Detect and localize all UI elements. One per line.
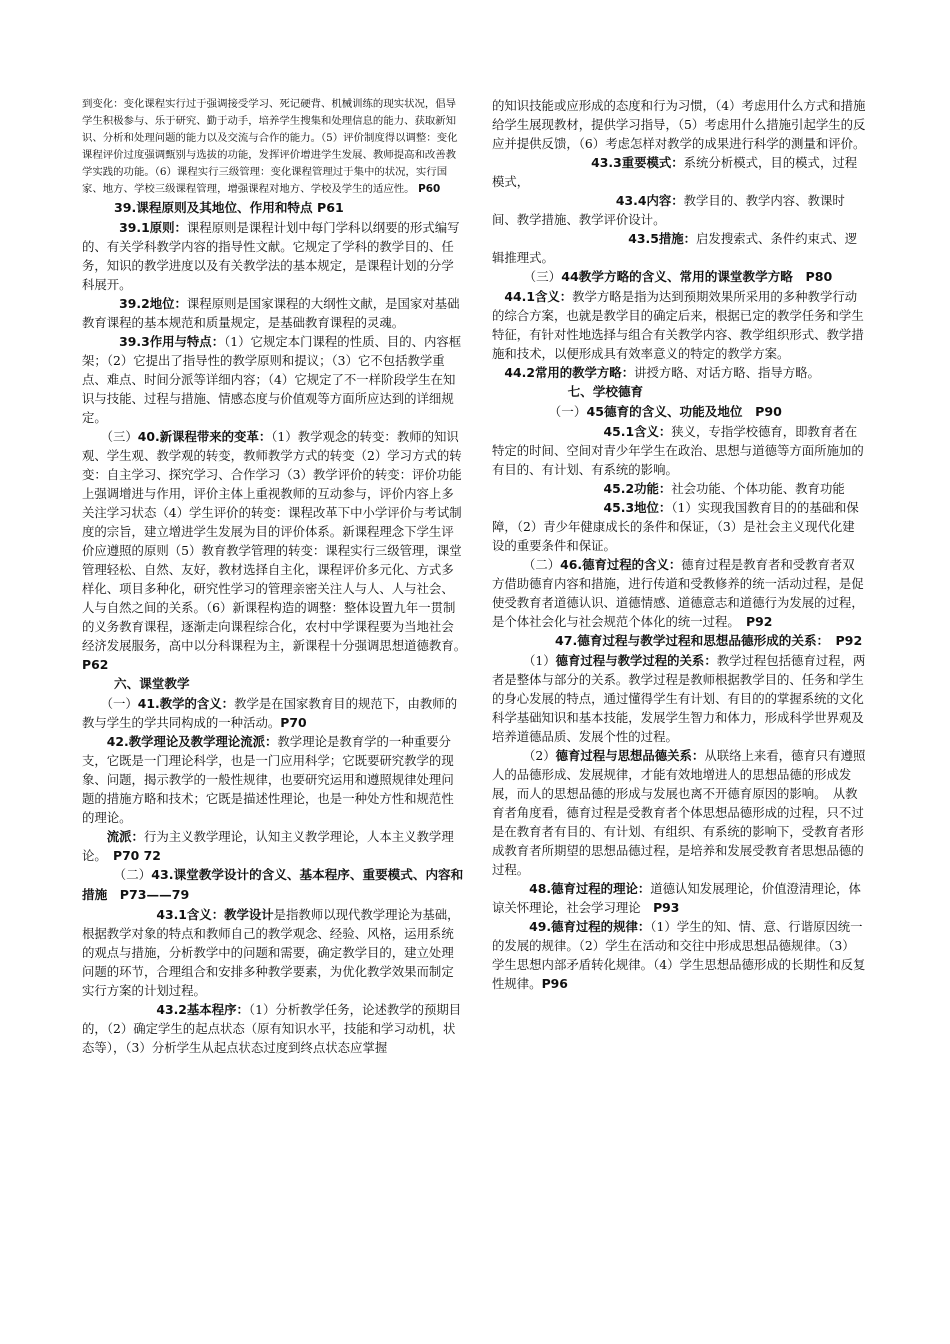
- text-run: 系统分析模式，目的模式，过程模式，: [492, 155, 858, 189]
- bold-text: 49.德育过程的规律：: [492, 919, 651, 934]
- text-run: 课程原则是课程计划中每门学科以纲要的形式编写的、有关学科教学内容的指导性文献。它规定了学科的教学目的、任务，知识的教学进度以及有关教学法的基本规定，是课程计划的分学科展开。: [82, 220, 460, 292]
- text-run: （1）分析教学任务，论述教学的预期目的，（2）确定学生的起点状态（原有知识水平，技能和学习动机，状态等），（3）分析学生从起点状态过度到终点状态应掌握: [82, 1002, 462, 1055]
- text-run: （1）教学观念的转变：教师的知识观、学生观、教学观的转变，教师教学方式的转变（2）学习方式的转变：自主学习、探究学习、合作学习（3）教学评价的转变：评价功能上强调增进与作用，评价主体上重视教师的互动参与，评价内容上多关注学习状态（4）学生评价的转变：课程改革下中小学评价与考试制度的宗旨，建立增进学生发展为目的评价体系。新课程理念下学生评价应遵照的原则（5）教育教学管理的转变：课程实行三级管理，课堂管理轻松、自然、友好，教材选择自主化，课程评价多元化、方式多样化、项目多种化，研究性学习的管理亲密关注人与人、人与社会、人与自然之间的关系。（6）新课程构造的调整：整体设置九年一贯制的义务教育课程，逐渐走向课程综合化，农村中学课程要为当地社会经济发展服务，高中以分科课程为主，新课程十分强调思想道德教育。: [82, 429, 462, 653]
- text-run: （6）课程实行三级管理：: [154, 166, 271, 178]
- paragraph: [492, 382, 866, 402]
- bold-text: 44.2常用的教学方略：: [492, 365, 635, 380]
- bold-text: 41.教学的含义：: [137, 696, 235, 711]
- bold-text: 45.3地位：: [492, 500, 672, 515]
- bold-text: P60: [414, 183, 441, 195]
- bold-text: 流派：: [82, 829, 144, 844]
- text-run: 变化课程管理过于集中的状况，实行国家、地方、学校三级课程管理，增强课程对地方、学校及学生的适应性。: [82, 166, 448, 195]
- text-run: （二）: [82, 867, 152, 882]
- text-run: 教学是在国家教育目的规范下，由教师的教与学生的学共同构成的一种活动。: [82, 696, 458, 730]
- text-run: 道德认知发展理论，价值澄清理论，体谅关怀理论，社会学习理论: [492, 881, 861, 915]
- text-run: （一）: [82, 696, 138, 711]
- bold-text: 39.1原则：: [82, 220, 187, 235]
- bold-text: 43.1含义：教学设计: [82, 907, 274, 922]
- paragraph: [492, 363, 866, 382]
- text-run: 行为主义教学理论，认知主义教学理论，人本主义教学理论。: [82, 829, 454, 863]
- bold-text: 45德育的含义、功能及地位 P90: [586, 404, 782, 419]
- paragraph: [82, 218, 466, 294]
- text-run: （一）: [492, 404, 587, 419]
- paragraph: [82, 294, 466, 332]
- bold-text: 43.课堂教学设计的含义、基本程序、重要模式、内容和措施 P73——79: [82, 867, 464, 902]
- bold-text: 45.2功能：: [492, 481, 672, 496]
- text-run: 是指教师以现代教学理论为基础，根据教学对象的特点和教师自己的教学观念、经验、风格，运用系统的观点与措施，分析教学中的问题和需要，确定教学目的，建立处理问题的环节，合理组合和安排多种教学要素，为优化教学效果而制定实行方案的计划过程。: [82, 907, 460, 998]
- text-run: 狭义，专指学校德育，即教育者在特定的时间、空间对青少年学生在政治、思想与道德等方面所施加的有目的、有计划、有系统的影响。: [492, 424, 864, 477]
- bold-text: P70: [280, 715, 307, 730]
- text-run: （1）实现我国教育目的的基础和保障，（2）青少年健康成长的条件和保证，（3）是社会主义现代化建设的重要条件和保证。: [492, 500, 859, 553]
- text-run: 从联络上来看，德育只有遵照人的品德形成、发展规律，才能有效地增进人的思想品德的形成发展，而人的思想品德的形成与发展也离不开德育原因的影响。 从教育者角度看，德育过程是受教育者个体思想品德形成的过程，只不过是在教育者有目的、有计划、有组织、有系统的影响下，受教育者形成教育者所期望的思想品德过程，是培养和发展受教育者思想品德的过程。: [492, 748, 866, 877]
- paragraph: [82, 674, 466, 694]
- paragraph: [492, 422, 866, 479]
- paragraph: [492, 555, 866, 631]
- text-run: 德育过程是教育者和受教育者双方借助德育内容和措施，进行传道和受教修养的统一活动过程，是促使受教育者道德认识、道德情感、道德意志和道德行为发展的过程，是个体社会化与社会规范个体化的统一过程。: [492, 557, 864, 629]
- bold-text: 47.德育过程与教学过程和思想品德形成的关系： P92: [492, 633, 863, 648]
- bold-text: 48.德育过程的理论：: [492, 881, 651, 896]
- bold-text: 39.2地位：: [82, 296, 187, 311]
- text-run: 教学方略是指为达到预期效果所采用的多种教学行动的综合方案，也就是教学目的确定后来，根据已定的教学任务和学生特征，有针对性地选择与组合有关教学内容、教学组织形式、教学措施和技术，以便形成具有效率意义的特定的教学方案。: [492, 289, 864, 361]
- bold-text: 44教学方略的含义、常用的课堂教学方略 P80: [561, 269, 833, 284]
- text-run: 变化课程评价过度强调甄别与选拔的功能，发挥评价增进学生发展、教师提高和改善教学实践的功能。: [82, 132, 458, 178]
- paragraph: [492, 287, 866, 363]
- text-run: 教学目的、教学内容、教课时间、教学措施、教学评价设计。: [492, 193, 845, 227]
- text-run: 社会功能、个体功能、教育功能: [671, 481, 845, 496]
- text-run: 讲授方略、对话方略、指导方略。: [634, 365, 820, 380]
- text-run: （2）: [492, 748, 556, 763]
- text-run: 教学过程包括德育过程，两者是整体与部分的关系。教学过程是教师根据教学目的、任务和学生的身心发展的特点，通过懂得学生有计划、有目的的掌握系统的文化科学基础知识和基本技能，发展学生智力和体力，形成科学世界观及培养道德品质、发展个性的过程。: [492, 653, 866, 744]
- bold-text: 44.1含义：: [492, 289, 573, 304]
- bold-text: 42.教学理论及教学理论流派：: [82, 734, 278, 749]
- paragraph: [492, 631, 866, 651]
- text-run: （1）学生的知、情、意、行谐原因统一的发展的规律。（2）学生在活动和交往中形成思想品德规律。（3）学生思想内部矛盾转化规律。（4）学生思想品德形成的长期性和反复性规律。: [492, 919, 866, 991]
- paragraph: [492, 229, 866, 267]
- paragraph: [492, 498, 866, 555]
- paragraph: [82, 332, 466, 427]
- paragraph: [492, 917, 866, 993]
- paragraph: [492, 153, 866, 191]
- text-run: （三）: [82, 429, 138, 444]
- text-run: 教学理论是教育学的一种重要分支，它既是一门理论科学，也是一门应用科学；它既要研究教学的现象、问题，揭示教学的一般性规律，也要研究运用和遵照规律处理问题的措施方略和技术；它既是描述性理论，也是一种处方性和规范性的理论。: [82, 734, 454, 825]
- paragraph: [82, 827, 466, 865]
- text-run: 变化课程实行过于强调接受学习、死记硬背、机械训练的现实状况，倡导学生积极参与、乐于研究、勤于动手，培养学生搜集和处理信息的能力、获取新知识、分析和处理问题的能力以及交流与合作的能力。（5）评价制度得以调整：: [82, 98, 457, 144]
- text-run: （1）: [492, 653, 556, 668]
- text-run: （二）: [492, 557, 561, 572]
- paragraph: [492, 191, 866, 229]
- bold-text: P70 72: [100, 848, 161, 863]
- paragraph: [492, 651, 866, 746]
- text-run: （三）: [492, 269, 562, 284]
- paragraph: [492, 746, 866, 879]
- bold-text: 43.3重要模式：: [492, 155, 684, 170]
- paragraph: [492, 879, 866, 917]
- paragraph: [82, 427, 473, 674]
- text-run: （1）它规定本门课程的性质、目的、内容框架；（2）它提出了指导性的教学原则和提议；（3）它不包括教学重点、难点、时间分派等详细内容；（4）它规定了不一样阶段学生在知识与技能、过程与措施、情感态度与价值观等方面所应达到的详细规定。: [82, 334, 462, 425]
- bold-text: P92: [733, 614, 773, 629]
- paragraph: [82, 865, 466, 905]
- bold-text: 46.德育过程的含义：: [560, 557, 682, 572]
- bold-text: 43.2基本程序：: [82, 1002, 249, 1017]
- text-run: 的知识技能或应形成的态度和行为习惯，（4）考虑用什么方式和措施给学生展现教材，提供学习指导，（5）考虑用什么措施引起学生的反应并提供反馈，（6）考虑怎样对教学的成果进行科学的测量和评价。: [492, 98, 866, 151]
- paragraph: [82, 1000, 466, 1057]
- left-column: [82, 96, 473, 1057]
- paragraph: [492, 402, 866, 422]
- bold-text: 39.3作用与特点：: [82, 334, 225, 349]
- paragraph: [82, 198, 466, 218]
- bold-text: 德育过程与教学过程的关系：: [555, 653, 717, 668]
- right-column: [492, 96, 866, 993]
- bold-text: 七、学校德育: [492, 384, 644, 399]
- bold-text: 德育过程与思想品德关系：: [555, 748, 705, 763]
- bold-text: P96: [541, 976, 568, 991]
- bold-text: 六、课堂教学: [114, 676, 190, 691]
- paragraph: [492, 96, 866, 153]
- paragraph: [82, 905, 466, 1000]
- text-run: 到变化：: [82, 98, 124, 110]
- text-run: 课程原则是国家课程的大纲性文献，是国家对基础教育课程的基本规范和质量规定，是基础教育课程的灵魂。: [82, 296, 460, 330]
- bold-text: 40.新课程带来的变革：: [137, 429, 272, 444]
- bold-text: P93: [640, 900, 680, 915]
- paragraph: [82, 694, 466, 732]
- bold-text: 39.课程原则及其地位、作用和特点 P61: [114, 200, 344, 215]
- bold-text: P62: [82, 638, 473, 672]
- bold-text: 43.5措施：: [492, 231, 697, 246]
- paragraph: [82, 96, 466, 198]
- bold-text: 43.4内容：: [492, 193, 684, 208]
- bold-text: 45.1含义：: [492, 424, 672, 439]
- paragraph: [492, 479, 866, 498]
- paragraph: [492, 267, 866, 287]
- paragraph: [82, 732, 466, 827]
- text-run: 启发搜索式、条件约束式、逻辑推理式。: [492, 231, 858, 265]
